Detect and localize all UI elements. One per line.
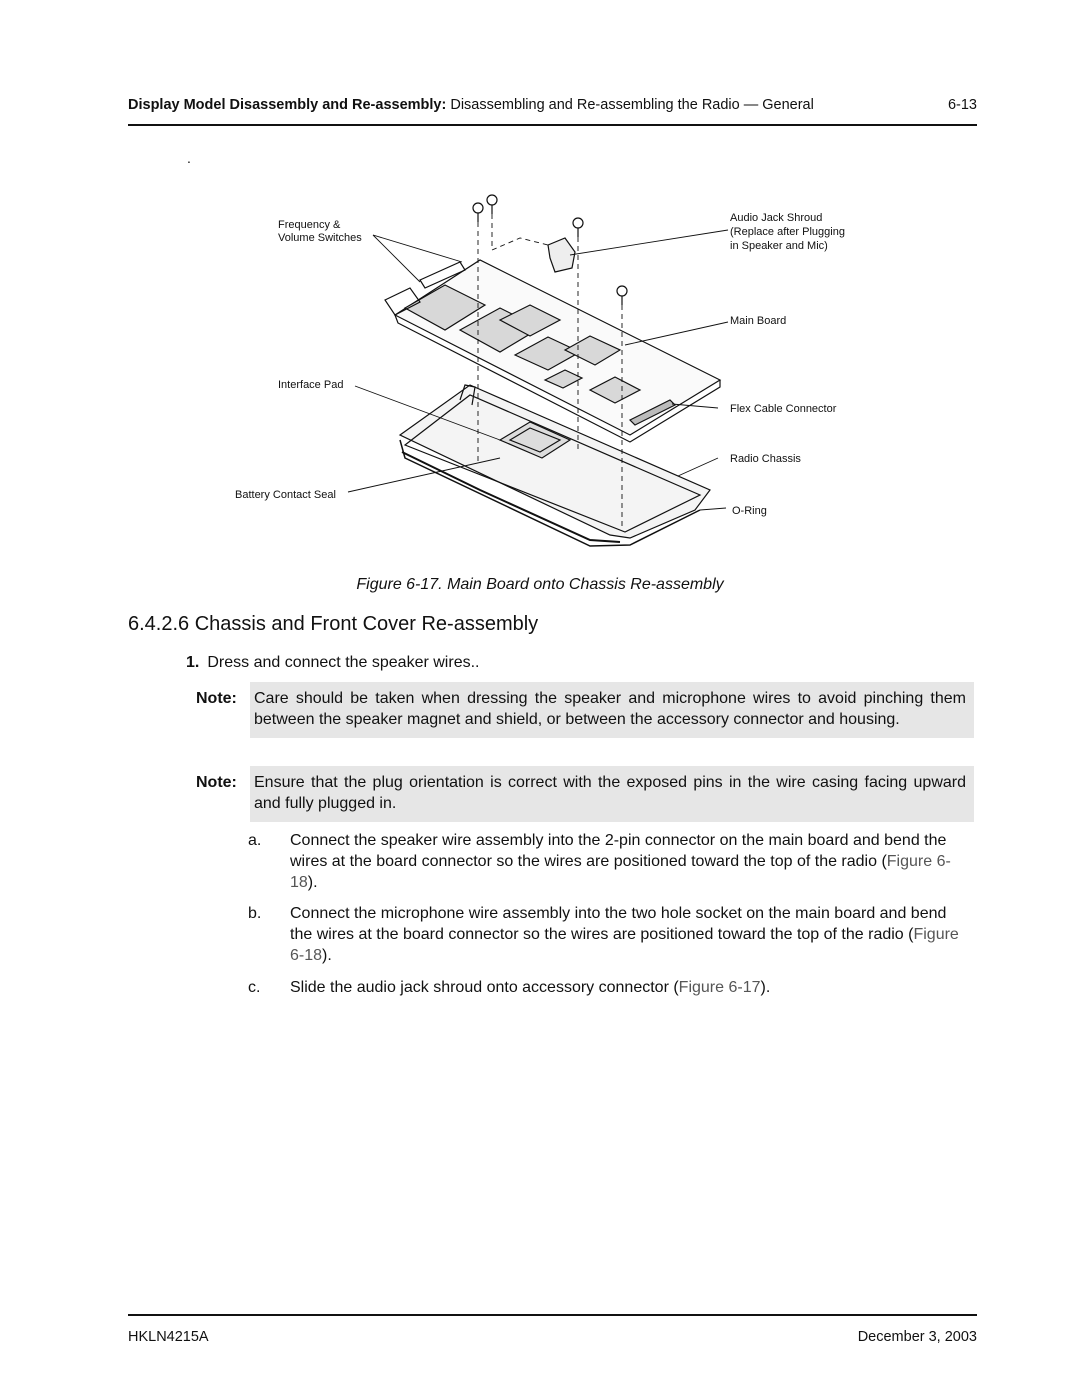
step-1-text: Dress and connect the speaker wires..	[207, 654, 480, 671]
substep-letter: c.	[248, 979, 261, 996]
header-title-rest: Disassembling and Re-assembling the Radio — General	[446, 97, 814, 113]
substep-body: Slide the audio jack shroud onto accessory connector (	[290, 979, 679, 996]
substep-body: Connect the microphone wire assembly into the two hole socket on the main board and bend the wires at the board connector so the wires are positioned toward the top of the radio (	[290, 905, 947, 943]
header-rule	[128, 124, 977, 126]
substep-letter: b.	[248, 905, 262, 922]
stray-mark: .	[187, 150, 191, 166]
label-audio-jack-line2: (Replace after Plugging	[730, 226, 845, 238]
note-label: Note:	[196, 774, 237, 791]
page-header	[128, 97, 977, 113]
substep-text	[290, 977, 968, 998]
note-text: Ensure that the plug orientation is correct with the exposed pins in the wire casing facing upward and fully plugged in.	[250, 766, 974, 822]
header-title-bold: Display Model Disassembly and Re-assembly:	[128, 97, 447, 113]
label-frequency-line2: Volume Switches	[278, 232, 362, 244]
substep-letter: a.	[248, 832, 262, 849]
assembly-figure	[230, 190, 870, 560]
footer-rule	[128, 1314, 977, 1316]
doc-number: HKLN4215A	[128, 1329, 209, 1345]
label-audio-jack-line1: Audio Jack Shroud	[730, 212, 823, 224]
note-text: Care should be taken when dressing the speaker and microphone wires to avoid pinching them between the speaker magnet and shield, or between the accessory connector and housing.	[250, 682, 974, 738]
footer-date: December 3, 2003	[857, 1329, 977, 1345]
substep-end: ).	[307, 874, 318, 891]
figure-link[interactable]: Figure 6-18	[290, 926, 959, 964]
substep-body: Connect the speaker wire assembly into the 2-pin connector on the main board and bend the wires at the board connector so the wires are positioned toward the top of the radio (	[290, 832, 947, 870]
label-radio-chassis: Radio Chassis	[730, 453, 801, 465]
figure-caption: Figure 6-17. Main Board onto Chassis Re-assembly	[356, 576, 724, 593]
exploded-diagram	[230, 190, 870, 560]
step-1-number: 1.	[186, 654, 200, 671]
note-1	[186, 682, 974, 758]
label-frequency-line1: Frequency &	[278, 219, 341, 231]
label-audio-jack-line3: in Speaker and Mic)	[730, 240, 828, 252]
label-interface-pad: Interface Pad	[278, 379, 344, 391]
label-main-board: Main Board	[730, 315, 787, 327]
substep-end: ).	[760, 979, 771, 996]
substep-text	[290, 830, 968, 893]
note-2	[186, 766, 974, 822]
section-title: 6.4.2.6 Chassis and Front Cover Re-assembly	[128, 613, 539, 635]
figure-link[interactable]: Figure 6-18	[290, 853, 951, 891]
label-battery-contact-seal: Battery Contact Seal	[235, 489, 336, 501]
page-number: 6-13	[947, 97, 977, 113]
figure-link[interactable]: Figure 6-17	[678, 979, 761, 996]
label-flex-cable: Flex Cable Connector	[730, 403, 837, 415]
substep-end: ).	[322, 947, 332, 964]
step-1	[186, 654, 479, 672]
substep-text	[290, 903, 968, 966]
note-label: Note:	[196, 690, 237, 707]
label-o-ring: O-Ring	[732, 505, 767, 517]
